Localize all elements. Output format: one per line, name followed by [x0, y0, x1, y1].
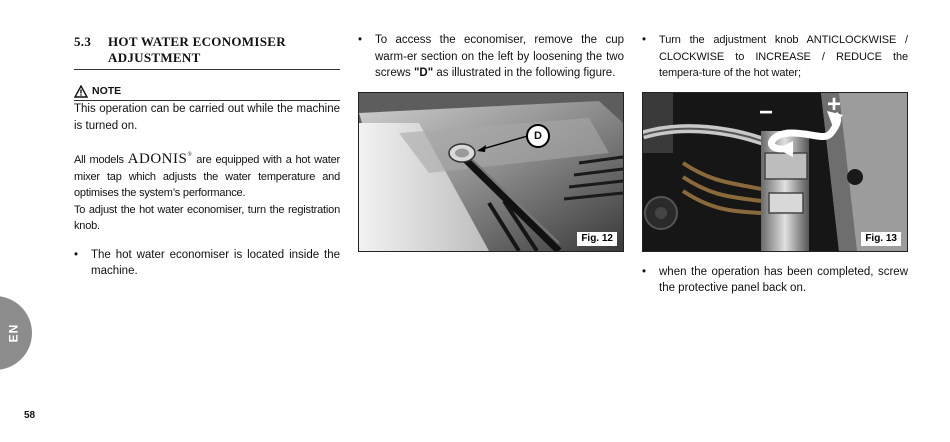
note-header [74, 84, 340, 98]
bullet-turn-text: Turn the adjustment knob ANTICLOCKWISE / CLOCKWISE to INCREASE / REDUCE the tempera-ture of the hot water; [659, 34, 908, 79]
models-suffix: are equipped with a hot water mixer tap which adjusts the water temperature and optimises the system’s performance. [74, 154, 340, 199]
plus-sign: + [827, 91, 842, 118]
brand-name: ADONIS® [127, 151, 193, 167]
bullet-marker: • [642, 34, 647, 46]
section-title [74, 34, 340, 66]
warning-triangle-icon [74, 85, 88, 98]
registered-mark: ® [187, 152, 193, 158]
list-item [358, 32, 624, 82]
bullet-marker: • [74, 248, 79, 261]
figure-13 [642, 92, 908, 252]
minus-sign: − [759, 98, 774, 126]
bullet-marker: • [642, 265, 647, 278]
figure-caption: Fig. 13 [861, 232, 901, 246]
screw-label: "D" [413, 67, 434, 79]
callout-d: D [526, 124, 550, 148]
adjust-paragraph: To adjust the hot water economiser, turn the registration knob. [74, 203, 340, 232]
bullet-access-text: To access the economiser, remove the cup warm-er section on the left by loosening the two screws "D" as illustrated in the following figure. [375, 34, 624, 79]
models-paragraph [74, 147, 340, 202]
note-text: This operation can be carried out while the machine is turned on. [74, 103, 340, 132]
bullet-location-text: The hot water economiser is located inside the machine. [91, 248, 340, 277]
figure-caption: Fig. 12 [577, 232, 617, 246]
language-tab [0, 296, 32, 370]
figure-12 [358, 92, 624, 252]
section-divider [74, 69, 340, 70]
language-label: EN [6, 323, 21, 343]
models-prefix: All models [74, 154, 124, 166]
section-title-line2: ADJUSTMENT [108, 50, 201, 65]
list-item [642, 264, 908, 297]
list-item [74, 247, 340, 280]
column-right [642, 32, 908, 297]
list-item [642, 32, 908, 82]
adjustment-knob-photo [643, 93, 907, 251]
note-label: NOTE [92, 85, 122, 97]
column-middle [358, 32, 624, 252]
bullet-done-text: when the operation has been completed, screw the protective panel back on. [659, 265, 908, 294]
section-number: 5.3 [74, 34, 92, 49]
bullet-marker: • [358, 34, 363, 46]
page-number: 58 [24, 410, 36, 421]
cup-warmer-photo [359, 93, 623, 251]
section-title-line1: HOT WATER ECONOMISER [108, 34, 286, 49]
column-left [74, 32, 340, 280]
